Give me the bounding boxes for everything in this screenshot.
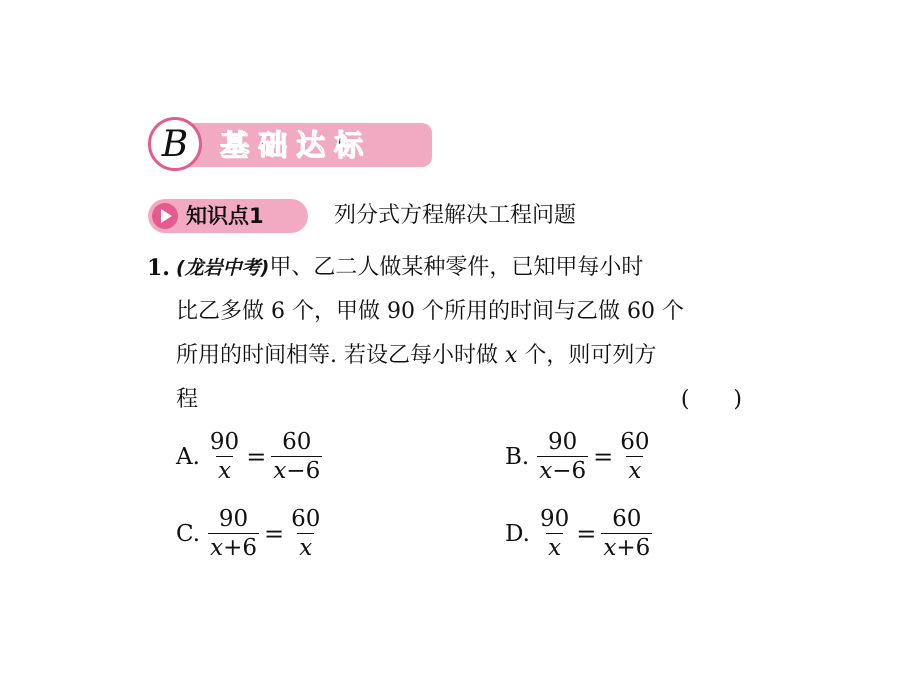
fraction-right bbox=[601, 505, 652, 562]
den-var: x bbox=[628, 458, 642, 484]
question-number: 1. bbox=[147, 255, 170, 281]
den-var: x bbox=[603, 535, 617, 561]
option-letter: C. bbox=[176, 520, 201, 547]
equals-sign: = bbox=[576, 519, 597, 548]
option-c[interactable] bbox=[176, 505, 324, 562]
play-icon bbox=[152, 203, 178, 229]
option-a[interactable] bbox=[176, 428, 324, 485]
numerator: 60 bbox=[291, 506, 321, 532]
equals-sign: = bbox=[246, 442, 267, 471]
den-var: x bbox=[539, 458, 553, 484]
numerator: 60 bbox=[282, 429, 312, 455]
den-tail: +6 bbox=[616, 535, 651, 561]
question-line-3-a: 所用的时间相等. 若设乙每小时做 bbox=[176, 343, 505, 368]
numerator: 60 bbox=[620, 429, 650, 455]
question-line-2: 比乙多做 6 个，甲做 90 个所用的时间与乙做 60 个 bbox=[176, 299, 684, 324]
section-title: 基础达标 bbox=[220, 128, 373, 162]
numerator: 90 bbox=[218, 506, 249, 532]
den-var: x bbox=[299, 535, 313, 561]
denominator bbox=[626, 456, 643, 485]
question-text bbox=[176, 248, 756, 424]
question-variable: x bbox=[504, 343, 518, 368]
question-line-4 bbox=[176, 380, 756, 424]
denominator bbox=[297, 533, 314, 562]
option-letter: A. bbox=[176, 443, 200, 470]
denominator bbox=[216, 456, 233, 485]
numerator: 90 bbox=[539, 506, 570, 532]
section-banner bbox=[148, 117, 432, 172]
denominator bbox=[546, 533, 563, 562]
den-tail: −6 bbox=[286, 458, 321, 484]
fraction-left bbox=[208, 428, 241, 485]
knowledge-point-label: 知识点1 bbox=[186, 204, 264, 228]
question-line-3-b: 个，则可列方 bbox=[517, 343, 657, 368]
knowledge-point-topic: 列分式方程解决工程问题 bbox=[334, 203, 577, 228]
fraction-left bbox=[208, 505, 259, 562]
numerator: 90 bbox=[209, 429, 240, 455]
section-letter-badge: B bbox=[148, 117, 202, 171]
fraction-right bbox=[618, 428, 651, 485]
question-source: (龙岩中考) bbox=[176, 257, 270, 279]
den-var: x bbox=[273, 458, 287, 484]
denominator bbox=[537, 456, 588, 485]
option-letter: D. bbox=[505, 520, 530, 547]
den-tail: −6 bbox=[552, 458, 587, 484]
fraction-left bbox=[537, 428, 588, 485]
den-var: x bbox=[548, 535, 562, 561]
option-b[interactable] bbox=[505, 428, 654, 485]
question-line-1 bbox=[176, 248, 756, 292]
question-line-3 bbox=[176, 336, 756, 380]
numerator: 90 bbox=[548, 429, 578, 455]
fraction-left bbox=[538, 505, 571, 562]
den-var: x bbox=[218, 458, 232, 484]
option-letter: B. bbox=[505, 443, 530, 470]
fraction-right bbox=[271, 428, 322, 485]
equals-sign: = bbox=[593, 442, 614, 471]
answer-blank[interactable]: ( ) bbox=[680, 387, 742, 412]
question-line-4-text: 程 bbox=[176, 387, 199, 412]
denominator bbox=[208, 533, 259, 562]
den-var: x bbox=[210, 535, 224, 561]
den-tail: +6 bbox=[223, 535, 257, 561]
denominator bbox=[601, 533, 652, 562]
fraction-right bbox=[289, 505, 322, 562]
option-d[interactable] bbox=[505, 505, 654, 562]
question-line-1-text: 甲、乙二人做某种零件，已知甲每小时 bbox=[269, 255, 644, 280]
denominator bbox=[271, 456, 322, 485]
equals-sign: = bbox=[263, 519, 285, 548]
numerator: 60 bbox=[612, 506, 642, 532]
